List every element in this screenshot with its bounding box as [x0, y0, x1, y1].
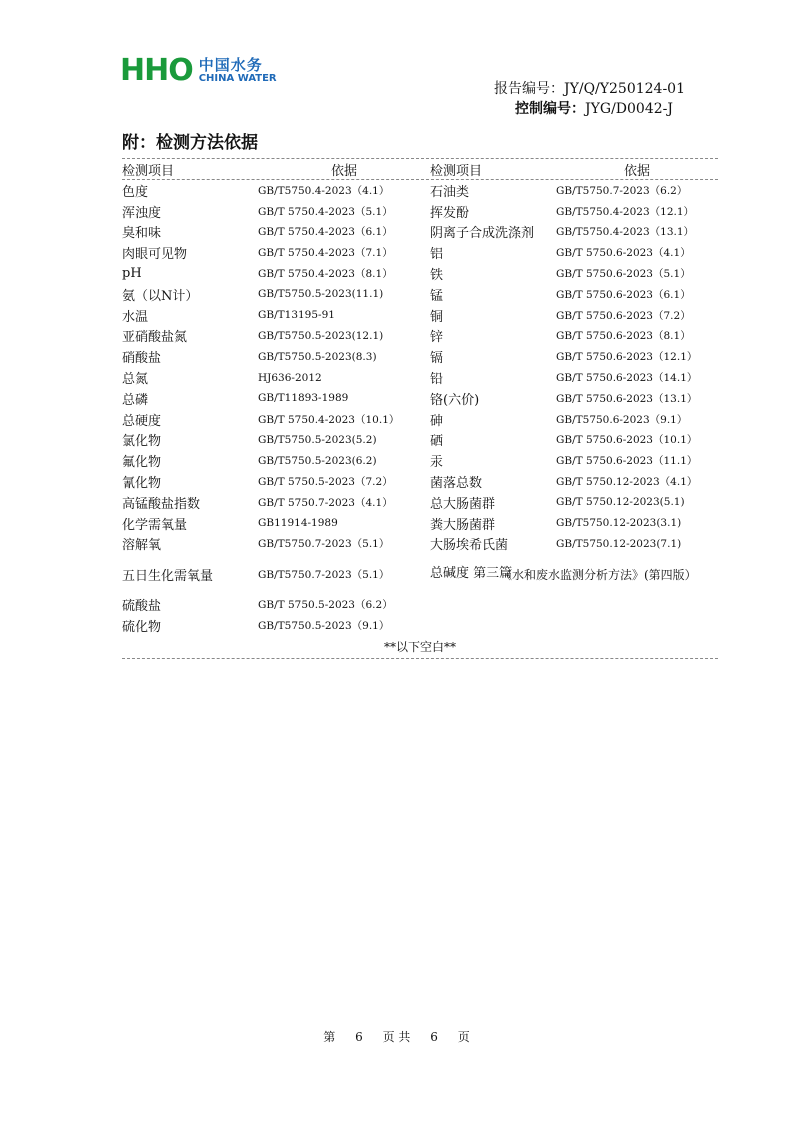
test-item: 挥发酚 [430, 205, 470, 221]
test-item: 总碱度 第三篇 [430, 566, 513, 582]
test-item: 硒 [430, 434, 444, 450]
test-method: GB/T5750.5-2023(5.2) [258, 433, 377, 446]
test-method: GB/T 5750.4-2023（5.1） [258, 205, 393, 218]
test-item: 氰化物 [122, 476, 162, 492]
test-item: 溶解氧 [122, 538, 162, 554]
test-item: 化学需氧量 [122, 517, 188, 533]
test-method: GB/T5750.7-2023（5.1） [258, 568, 390, 581]
test-method: GB/T 5750.12-2023(5.1) [556, 496, 685, 509]
table-row [122, 615, 718, 636]
test-method: GB/T5750.5-2023(11.1) [258, 288, 384, 301]
test-method: GB/T5750.5-2023(8.3) [258, 350, 377, 363]
test-method: 《水和废水监测分析方法》(第四版） [500, 567, 697, 582]
test-item: 铜 [430, 309, 444, 325]
test-item: 阴离子合成洗涤剂 [430, 226, 535, 242]
test-item: 总磷 [122, 392, 149, 408]
test-method: GB/T 5750.4-2023（7.1） [258, 247, 393, 260]
table-row [122, 263, 718, 284]
test-method: GB/T 5750.6-2023（4.1） [556, 247, 691, 260]
logo-chinese-name: 中国水务 [198, 56, 263, 74]
control-number-label: 控制编号： [515, 101, 586, 117]
header-method-1: 依据 [330, 163, 357, 179]
table-row [122, 430, 718, 451]
test-method: GB/T11893-1989 [258, 392, 349, 405]
test-method: GB/T5750.12-2023(3.1) [556, 517, 682, 530]
test-item: 铝 [430, 247, 444, 263]
table-row [122, 201, 718, 222]
table-row [122, 367, 718, 388]
test-method: GB/T 5750.5-2023（7.2） [258, 476, 393, 489]
test-item: 硫酸盐 [122, 599, 162, 615]
test-item: 铬(六价) [430, 392, 480, 408]
report-number-value: JY/Q/Y250124-01 [564, 81, 685, 97]
test-method: HJ636-2012 [258, 371, 322, 384]
footer-prefix: 第 [323, 1030, 336, 1044]
table-tail [122, 594, 718, 636]
table-row [122, 594, 718, 615]
table-row [122, 471, 718, 492]
test-item: 五日生化需氧量 [122, 568, 214, 584]
test-method: GB/T 5750.4-2023（10.1） [258, 413, 400, 426]
test-method: GB/T 5750.6-2023（7.2） [556, 309, 691, 322]
test-item: 锰 [430, 288, 444, 304]
test-method: GB/T5750.7-2023（5.1） [258, 538, 390, 551]
table-row [122, 513, 718, 534]
report-number [494, 78, 685, 98]
footer-page-number: 6 [355, 1030, 363, 1044]
test-method: GB/T5750.5-2023（9.1） [258, 620, 390, 633]
method-table [122, 158, 718, 659]
test-item: 高锰酸盐指数 [122, 496, 201, 512]
table-row [122, 554, 718, 594]
table-body [122, 180, 718, 554]
report-number-label: 报告编号： [494, 81, 564, 97]
test-item: 硫化物 [122, 620, 162, 636]
test-method: GB/T 5750.6-2023（6.1） [556, 288, 691, 301]
test-item: 总硬度 [122, 413, 162, 429]
table-row [122, 222, 718, 243]
section-title: 附：检测方法依据 [122, 133, 258, 153]
test-method: GB/T 5750.6-2023（10.1） [556, 434, 698, 447]
test-method: GB/T 5750.6-2023（14.1） [556, 372, 698, 385]
table-row [122, 492, 718, 513]
blank-below-note: **以下空白** [383, 639, 456, 654]
company-logo [120, 53, 277, 88]
table-row [122, 305, 718, 326]
test-method: GB/T 5750.5-2023（6.2） [258, 599, 393, 612]
test-method: GB/T 5750.6-2023（11.1） [556, 455, 698, 468]
page-footer [0, 1028, 793, 1045]
test-item: 石油类 [430, 184, 470, 200]
table-header-row [122, 159, 718, 180]
test-item: pH [122, 266, 142, 282]
test-method: GB/T5750.7-2023（6.2） [556, 184, 688, 197]
test-method: GB/T5750.4-2023（12.1） [556, 205, 695, 218]
test-method: GB/T5750.4-2023（4.1） [258, 184, 390, 197]
footer-suffix: 页 [457, 1030, 470, 1044]
test-method: GB/T 5750.7-2023（4.1） [258, 496, 393, 509]
test-method: GB/T 5750.12-2023（4.1） [556, 476, 698, 489]
table-row [122, 388, 718, 409]
table-row [122, 409, 718, 430]
test-method: GB/T5750.6-2023（9.1） [556, 413, 688, 426]
test-item: 亚硝酸盐氮 [122, 330, 188, 346]
test-item: 氯化物 [122, 434, 162, 450]
test-item: 菌落总数 [430, 476, 483, 492]
logo-english-name: CHINA WATER [198, 73, 277, 84]
logo-mark: HHO [120, 53, 193, 88]
test-item: 色度 [122, 184, 149, 200]
test-method: GB11914-1989 [258, 517, 338, 530]
logo-text [199, 57, 277, 85]
test-method: GB/T13195-91 [258, 309, 335, 322]
test-item: 浑浊度 [122, 205, 162, 221]
test-method: GB/T 5750.4-2023（6.1） [258, 226, 393, 239]
test-item: 镉 [430, 351, 444, 367]
test-item: 铅 [430, 372, 444, 388]
test-method: GB/T 5750.6-2023（13.1） [556, 392, 698, 405]
test-item: 硝酸盐 [122, 351, 162, 367]
test-method: GB/T5750.5-2023(6.2) [258, 454, 377, 467]
test-item: 大肠埃希氏菌 [430, 538, 509, 554]
header-item-1: 检测项目 [122, 163, 175, 179]
header-item-2: 检测项目 [430, 163, 483, 179]
table-row [122, 534, 718, 555]
test-method: GB/T 5750.4-2023（8.1） [258, 268, 393, 281]
footer-middle: 页 共 [382, 1030, 411, 1044]
test-method: GB/T 5750.6-2023（12.1） [556, 351, 698, 364]
test-method: GB/T5750.12-2023(7.1) [556, 537, 682, 550]
test-method: GB/T 5750.6-2023（8.1） [556, 330, 691, 343]
table-row [122, 180, 718, 201]
table-row [122, 284, 718, 305]
test-item: 汞 [430, 455, 444, 471]
test-method-cell [500, 566, 718, 583]
test-item: 粪大肠菌群 [430, 517, 496, 533]
test-item: 氟化物 [122, 455, 162, 471]
header-method-2: 依据 [623, 163, 650, 179]
test-item: 锌 [430, 330, 444, 346]
test-item: 总大肠菌群 [430, 496, 496, 512]
test-item: 肉眼可见物 [122, 247, 188, 263]
table-row [122, 346, 718, 367]
table-row [122, 242, 718, 263]
table-row [122, 450, 718, 471]
test-method: GB/T 5750.6-2023（5.1） [556, 268, 691, 281]
control-number [515, 98, 673, 118]
footer-total-pages: 6 [430, 1030, 438, 1044]
test-item: 总氮 [122, 372, 149, 388]
test-item: 砷 [430, 413, 444, 429]
test-method: GB/T5750.4-2023（13.1） [556, 226, 695, 239]
test-item: 水温 [122, 309, 149, 325]
test-item: 氨（以N计） [122, 288, 199, 304]
table-row [122, 326, 718, 347]
control-number-value: JYG/D0042-J [585, 101, 673, 117]
test-method: GB/T5750.5-2023(12.1) [258, 329, 384, 342]
test-item: 铁 [430, 268, 444, 284]
test-item: 臭和味 [122, 226, 162, 242]
